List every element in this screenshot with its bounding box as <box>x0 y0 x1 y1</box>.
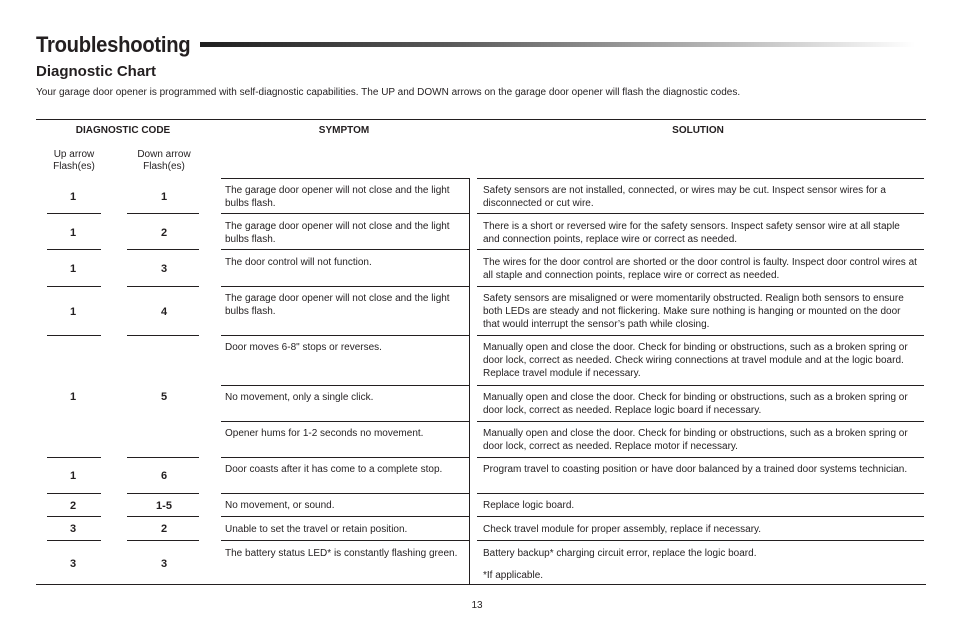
code-divider <box>127 249 199 250</box>
symptom-cell: No movement, or sound. <box>225 500 335 511</box>
code-divider <box>47 516 101 517</box>
header-symptom: SYMPTOM <box>318 125 370 136</box>
code-divider <box>127 286 199 287</box>
code-down: 1-5 <box>156 500 172 512</box>
footnote: *If applicable. <box>483 570 544 581</box>
table-bottom-rule <box>36 584 926 585</box>
code-up: 2 <box>69 500 77 512</box>
code-divider <box>47 457 101 458</box>
row-divider <box>477 286 924 287</box>
symptom-cell: Opener hums for 1-2 seconds no movement. <box>225 428 424 439</box>
row-divider <box>477 516 924 517</box>
code-divider <box>127 493 199 494</box>
solution-cell: Battery backup* charging circuit error, replace the logic board. <box>483 548 757 559</box>
symptom-cell: The garage door opener will not close and the light bulbs flash. <box>225 293 450 318</box>
symptom-cell: The garage door opener will not close and the light bulbs flash. <box>225 221 450 246</box>
code-divider <box>127 335 199 336</box>
solution-cell: Replace logic board. <box>483 500 575 511</box>
solution-cell: The wires for the door control are shorted or the door control is faulty. Inspect door control wires at all staple and connection points, replace wire or correct as needed. <box>483 257 917 282</box>
row-divider <box>221 516 469 517</box>
code-up: 1 <box>69 391 77 403</box>
column-divider <box>469 336 470 386</box>
row-divider <box>221 493 469 494</box>
code-up: 1 <box>69 191 77 203</box>
symptom-cell: Door coasts after it has come to a complete stop. <box>225 464 443 475</box>
row-divider <box>221 213 469 214</box>
symptom-cell: The door control will not function. <box>225 257 372 268</box>
column-divider <box>469 214 470 250</box>
header-diagnostic-code: DIAGNOSTIC CODE <box>75 125 171 136</box>
code-divider <box>47 335 101 336</box>
code-down: 2 <box>160 227 168 239</box>
column-divider <box>469 458 470 494</box>
row-divider <box>477 178 924 179</box>
subheader-down-arrow: Down arrow Flash(es) <box>137 149 191 172</box>
symptom-cell: The battery status LED* is constantly flashing green. <box>225 548 458 559</box>
row-divider <box>477 335 924 336</box>
code-divider <box>47 540 101 541</box>
column-divider <box>469 517 470 541</box>
row-divider <box>477 540 924 541</box>
code-divider <box>47 493 101 494</box>
column-divider <box>469 178 470 214</box>
column-divider <box>469 287 470 336</box>
solution-cell: Manually open and close the door. Check for binding or obstructions, such as a broken spring or door lock, correct as needed. Check wiring connections at travel module and at the logic board. Replace travel module if necessary. <box>483 342 908 380</box>
symptom-cell: The garage door opener will not close and the light bulbs flash. <box>225 185 450 210</box>
code-divider <box>47 213 101 214</box>
solution-cell: Check travel module for proper assembly, replace if necessary. <box>483 524 762 535</box>
subheader-up-arrow: Up arrow Flash(es) <box>53 149 95 172</box>
code-up: 3 <box>69 523 77 535</box>
column-divider <box>469 541 470 584</box>
solution-cell: Safety sensors are misaligned or were momentarily obstructed. Realign both sensors to ensure both LEDs are steady and not flickering. Make sure nothing is hanging or mounted on the door that would interrupt the sensor’s path while closing. <box>483 293 904 331</box>
row-divider <box>477 493 924 494</box>
solution-cell: There is a short or reversed wire for the safety sensors. Inspect safety sensor wire at all staple and connection points, replace wire or correct as needed. <box>483 221 900 246</box>
row-divider <box>477 385 924 386</box>
row-divider <box>221 178 469 179</box>
page-title: Troubleshooting <box>36 32 191 57</box>
code-down: 3 <box>160 263 168 275</box>
code-down: 3 <box>160 558 168 570</box>
code-divider <box>127 540 199 541</box>
code-up: 3 <box>69 558 77 570</box>
row-divider <box>221 457 469 458</box>
column-divider <box>469 386 470 422</box>
code-down: 5 <box>160 391 168 403</box>
row-divider <box>221 385 469 386</box>
solution-cell: Program travel to coasting position or have door balanced by a trained door systems technician. <box>483 464 908 475</box>
row-divider <box>221 249 469 250</box>
solution-cell: Safety sensors are not installed, connected, or wires may be cut. Inspect sensor wires for a disconnected or cut wire. <box>483 185 886 210</box>
symptom-cell: Door moves 6-8" stops or reverses. <box>225 342 382 353</box>
row-divider <box>477 421 924 422</box>
code-down: 2 <box>160 523 168 535</box>
row-divider <box>477 457 924 458</box>
column-divider <box>469 250 470 287</box>
code-divider <box>127 516 199 517</box>
title-rule <box>200 42 915 47</box>
page-number: 13 <box>471 600 483 611</box>
code-divider <box>127 213 199 214</box>
code-down: 1 <box>160 191 168 203</box>
symptom-cell: No movement, only a single click. <box>225 392 374 403</box>
section-title: Diagnostic Chart <box>36 63 157 80</box>
solution-cell: Manually open and close the door. Check for binding or obstructions, such as a broken spring or door lock, correct as needed. Replace logic board if necessary. <box>483 392 908 417</box>
code-up: 1 <box>69 227 77 239</box>
row-divider <box>221 421 469 422</box>
code-divider <box>47 286 101 287</box>
row-divider <box>221 335 469 336</box>
row-divider <box>477 213 924 214</box>
code-divider <box>127 457 199 458</box>
code-up: 1 <box>69 263 77 275</box>
header-solution: SOLUTION <box>672 125 724 136</box>
code-down: 6 <box>160 470 168 482</box>
row-divider <box>477 249 924 250</box>
row-divider <box>221 540 469 541</box>
symptom-cell: Unable to set the travel or retain position. <box>225 524 408 535</box>
code-up: 1 <box>69 306 77 318</box>
intro-paragraph: Your garage door opener is programmed with self-diagnostic capabilities. The UP and DOWN arrows on the garage door opener will flash the diagnostic codes. <box>36 87 741 98</box>
column-divider <box>469 422 470 458</box>
code-up: 1 <box>69 470 77 482</box>
row-divider <box>221 286 469 287</box>
solution-cell: Manually open and close the door. Check for binding or obstructions, such as a broken spring or door lock, correct as needed. Replace motor if necessary. <box>483 428 908 453</box>
column-divider <box>469 494 470 517</box>
code-divider <box>47 249 101 250</box>
code-down: 4 <box>160 306 168 318</box>
table-top-rule <box>36 119 926 120</box>
